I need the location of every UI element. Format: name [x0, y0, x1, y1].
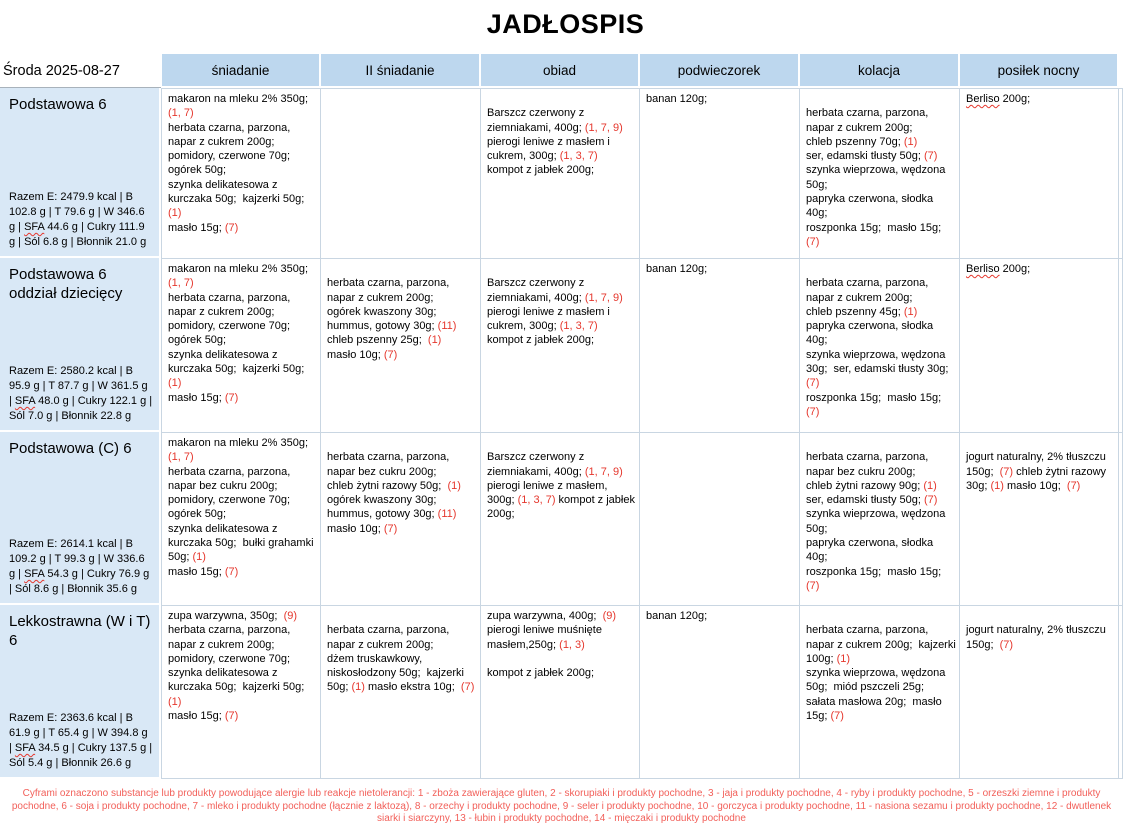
- allergen-ref: (7): [224, 391, 239, 404]
- allergen-ref: (1): [923, 479, 937, 492]
- allergen-ref: (1, 3, 7): [517, 494, 556, 507]
- meal-cell-kolacja: herbata czarna, parzona, napar z cukrem 200g; kajzerki 100g; (1) szynka wieprzowa, wędzona 50g; miód pszczeli 25g; sałata masłowa 20g; masło 15g; (7): [799, 605, 959, 779]
- allergen-ref: (11): [437, 320, 457, 333]
- allergen-ref: (7): [830, 710, 844, 723]
- meal-cell-podwieczorek: banan 120g;: [639, 605, 799, 779]
- meal-cell-obiad: zupa warzywna, 400g; (9) pierogi leniwe muśnięte masłem,250g; (1, 3) kompot z jabłek 200g;: [480, 605, 639, 779]
- meal-cell-obiad: Barszcz czerwony z ziemniakami, 400g; (1, 7, 9) pierogi leniwe z masłem, 300g; (1, 3, 7) kompot z jabłek 200g;: [480, 432, 639, 605]
- meal-cell-podwieczorek: banan 120g;: [639, 88, 799, 258]
- misspelled-word: SFA: [14, 742, 36, 755]
- diet-nutrition-summary: Razem E: 2363.6 kcal | B 61.9 g | T 65.4 g | W 394.8 g | SFA 34.5 g | Cukry 137.5 g | Sól 5.4 g | Błonnik 26.6 g: [9, 712, 156, 770]
- meal-cell-sniadanie: zupa warzywna, 350g; (9) herbata czarna, parzona, napar z cukrem 200g; pomidory, czerwone 70g; szynka delikatesowa z kurczaka 50g; kajzerki 50g; (1) masło 15g; (7): [161, 605, 320, 779]
- header-spacer: [1118, 54, 1123, 88]
- meal-cell-kolacja: herbata czarna, parzona, napar z cukrem 200g; chleb pszenny 70g; (1) ser, edamski tłusty 50g; (7) szynka wieprzowa, wędzona 50g; papryka czerwona, słodka 40g; roszponka 15g; masło 15g; (7): [799, 88, 959, 258]
- allergen-ref: (1, 3, 7): [559, 150, 598, 163]
- date-label: Środa 2025-08-27: [0, 54, 161, 88]
- diet-row-header: [0, 88, 161, 258]
- allergen-ref: (1, 7): [168, 451, 194, 464]
- allergen-ref: (1): [903, 305, 918, 318]
- column-header-kolacja: kolacja: [799, 54, 959, 88]
- allergen-ref: (1, 7, 9): [584, 121, 623, 134]
- diet-row-header: [0, 258, 161, 432]
- allergen-ref: (1): [836, 652, 851, 665]
- meal-cell-sniadanie: makaron na mleku 2% 350g; (1, 7) herbata czarna, parzona, napar z cukrem 200g; pomidory, czerwone 70g; ogórek 50g; szynka delikatesowa z kurczaka 50g; kajzerki 50g; (1) masło 15g; (7): [161, 258, 320, 432]
- allergen-ref: (1, 7): [168, 107, 194, 120]
- misspelled-word: SFA: [14, 395, 36, 408]
- meal-cell-sniadanie: makaron na mleku 2% 350g; (1, 7) herbata czarna, parzona, napar bez cukru 200g; pomidory, czerwone 70g; ogórek 50g; szynka delikatesowa z kurczaka 50g; bułki grahamki 50g; (1) masło 15g; (7): [161, 432, 320, 605]
- allergen-ref: (7): [999, 638, 1014, 651]
- menu-table: [0, 54, 1131, 779]
- column-header-obiad: obiad: [480, 54, 639, 88]
- allergen-ref: (1): [192, 551, 206, 564]
- allergen-ref: (1, 7, 9): [584, 465, 623, 478]
- column-header-podwieczorek: podwieczorek: [639, 54, 799, 88]
- allergen-ref: (7): [383, 348, 398, 361]
- diet-nutrition-summary: Razem E: 2614.1 kcal | B 109.2 g | T 99.3 g | W 336.6 g | SFA 54.3 g | Cukry 76.9 g | Sól 8.6 g | Błonnik 35.6 g: [9, 538, 153, 596]
- meal-cell-posilek-nocny: Berliso 200g;: [959, 88, 1118, 258]
- misspelled-word: Berliso: [966, 263, 1000, 275]
- allergen-ref: (1): [447, 479, 461, 492]
- column-header-posilek-nocny: posiłek nocny: [959, 54, 1118, 88]
- allergen-ref: (7): [224, 565, 239, 578]
- misspelled-word: SFA: [24, 221, 45, 234]
- meal-cell-obiad: Barszcz czerwony z ziemniakami, 400g; (1, 7, 9) pierogi leniwe z masłem i cukrem, 300g; (1, 3, 7) kompot z jabłek 200g;: [480, 88, 639, 258]
- allergen-ref: (11): [437, 508, 457, 521]
- allergen-ref: (7): [806, 235, 820, 248]
- allergen-ref: (1): [351, 681, 365, 694]
- allergen-ref: (7): [999, 465, 1014, 478]
- allergen-ref: (1): [168, 207, 182, 220]
- meal-cell-podwieczorek: banan 120g;: [639, 258, 799, 432]
- allergen-ref: (1): [903, 135, 918, 148]
- allergen-ref: (1, 7): [168, 277, 194, 290]
- meal-cell-obiad: Barszcz czerwony z ziemniakami, 400g; (1, 7, 9) pierogi leniwe z masłem i cukrem, 300g; (1, 3, 7) kompot z jabłek 200g;: [480, 258, 639, 432]
- allergen-ref: (1, 3, 7): [559, 320, 598, 333]
- meal-cell-posilek-nocny: jogurt naturalny, 2% tłuszczu 150g; (7) chleb żytni razowy 30g; (1) masło 10g; (7): [959, 432, 1118, 605]
- meal-cell-ii-sniadanie: herbata czarna, parzona, napar bez cukru 200g; chleb żytni razowy 50g; (1) ogórek kwaszony 30g; hummus, gotowy 30g; (11) masło 10g; (7): [320, 432, 480, 605]
- column-header-ii-sniadanie: II śniadanie: [320, 54, 480, 88]
- diet-nutrition-summary: Razem E: 2580.2 kcal | B 95.9 g | T 87.7 g | W 361.5 g | SFA 48.0 g | Cukry 122.1 g | Sól 7.0 g | Błonnik 22.8 g: [9, 365, 156, 423]
- diet-name: Podstawowa (C) 6: [9, 440, 132, 457]
- allergen-ref: (1): [168, 377, 182, 390]
- allergen-ref: (7): [806, 405, 820, 418]
- misspelled-word: SFA: [24, 568, 45, 581]
- meal-cell-ii-sniadanie: herbata czarna, parzona, napar z cukrem 200g; dżem truskawkowy, niskosłodzony 50g; kajzerki 50g; (1) masło ekstra 10g; (7): [320, 605, 480, 779]
- allergen-ref: (7): [460, 681, 475, 694]
- meal-cell-sniadanie: makaron na mleku 2% 350g; (1, 7) herbata czarna, parzona, napar z cukrem 200g; pomidory, czerwone 70g; ogórek 50g; szynka delikatesowa z kurczaka 50g; kajzerki 50g; (1) masło 15g; (7): [161, 88, 320, 258]
- meal-cell-posilek-nocny: jogurt naturalny, 2% tłuszczu 150g; (7): [959, 605, 1118, 779]
- allergen-ref: (9): [283, 610, 298, 622]
- allergen-ref: (7): [1066, 479, 1081, 492]
- row-spacer: [1118, 258, 1123, 432]
- diet-row-header: [0, 432, 161, 605]
- allergen-ref: (7): [924, 150, 938, 163]
- allergen-ref: (7): [224, 710, 239, 723]
- diet-name: Lekkostrawna (W i T) 6: [9, 613, 151, 649]
- allergen-ref: (1, 3): [559, 638, 585, 651]
- column-header-sniadanie: śniadanie: [161, 54, 320, 88]
- allergen-ref: (7): [806, 377, 820, 390]
- diet-row-header: [0, 605, 161, 779]
- allergen-legend: Cyframi oznaczono substancje lub produkty powodujące alergie lub reakcje nietolerancji: 1 - zboża zawierające gluten, 2 - skorupiaki i produkty pochodne, 3 - jaja i produkty pochodne, 4 - ryby i produkty pochodne, 5 - orzeszki ziemne i produkty pochodne, 6 - soja i produkty pochodne, 7 - mleko i produkty pochodne (łącznie z laktozą), 8 - orzechy i produkty pochodne, 9 - seler i produkty pochodne, 10 - gorczyca i produkty pochodne, 11 - nasiona sezamu i produkty pochodne, 12 - dwutlenek siarki i siarczyny, 13 - łubin i produkty pochodne, 14 - mięczaki i produkty pochodne: [11, 788, 1112, 824]
- allergen-ref: (1): [168, 695, 182, 708]
- allergen-ref: (7): [806, 579, 820, 592]
- meal-cell-kolacja: herbata czarna, parzona, napar bez cukru 200g; chleb żytni razowy 90g; (1) ser, edamski tłusty 50g; (7) szynka wieprzowa, wędzona 50g; papryka czerwona, słodka 40g; roszponka 15g; masło 15g; (7): [799, 432, 959, 605]
- misspelled-word: Berliso: [966, 93, 1000, 105]
- allergen-ref: (7): [924, 494, 938, 507]
- row-spacer: [1118, 88, 1123, 258]
- row-spacer: [1118, 605, 1123, 779]
- meal-cell-ii-sniadanie: [320, 88, 480, 258]
- allergen-ref: (1): [427, 334, 442, 347]
- allergen-ref: (7): [383, 522, 398, 535]
- diet-name: Podstawowa 6 oddział dziecięcy: [9, 266, 123, 302]
- allergen-ref: (1, 7, 9): [584, 291, 623, 304]
- meal-cell-posilek-nocny: Berliso 200g;: [959, 258, 1118, 432]
- allergen-ref: (9): [602, 610, 617, 622]
- allergen-ref: (1): [990, 479, 1004, 492]
- allergen-ref: (7): [224, 221, 239, 234]
- meal-cell-podwieczorek: [639, 432, 799, 605]
- meal-cell-ii-sniadanie: herbata czarna, parzona, napar z cukrem 200g; ogórek kwaszony 30g; hummus, gotowy 30g; (11) chleb pszenny 25g; (1) masło 10g; (7): [320, 258, 480, 432]
- meal-cell-kolacja: herbata czarna, parzona, napar z cukrem 200g; chleb pszenny 45g; (1) papryka czerwona, słodka 40g; szynka wieprzowa, wędzona 30g; ser, edamski tłusty 30g; (7) roszponka 15g; masło 15g; (7): [799, 258, 959, 432]
- diet-name: Podstawowa 6: [9, 96, 107, 113]
- row-spacer: [1118, 432, 1123, 605]
- page-title: JADŁOSPIS: [486, 9, 645, 39]
- diet-nutrition-summary: Razem E: 2479.9 kcal | B 102.8 g | T 79.6 g | W 346.6 g | SFA 44.6 g | Cukry 111.9 g | Sól 6.8 g | Błonnik 21.0 g: [9, 191, 148, 249]
